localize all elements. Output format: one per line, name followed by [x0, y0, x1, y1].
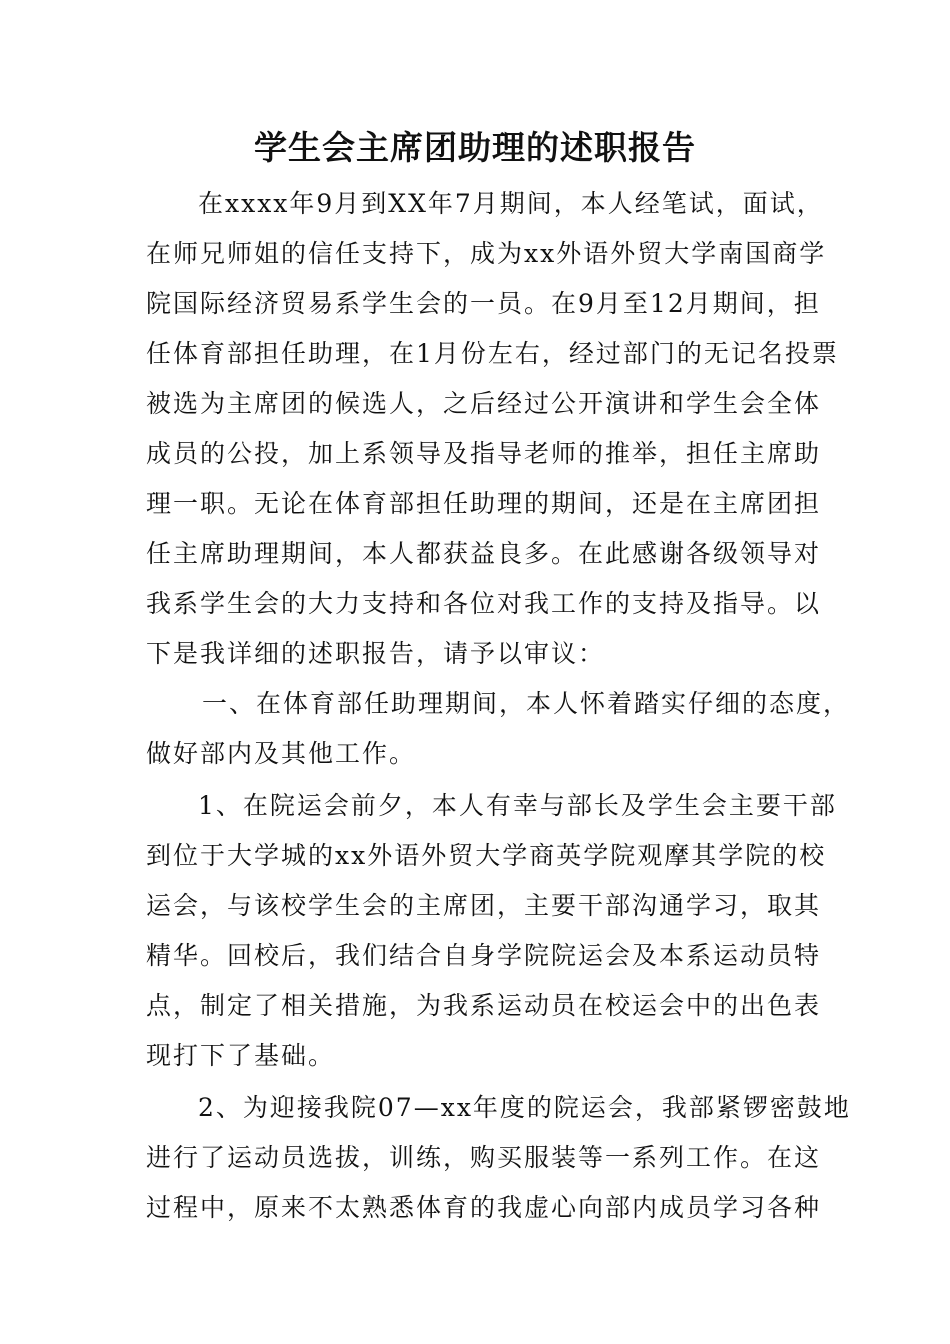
paragraph-line: 精华。回校后，我们结合自身学院院运会及本系运动员特	[146, 941, 822, 970]
paragraph-line: 我系学生会的大力支持和各位对我工作的支持及指导。以	[146, 589, 822, 618]
paragraph-line: 在师兄师姐的信任支持下，成为xx外语外贸大学南国商学	[146, 239, 827, 268]
paragraph-line: 运会，与该校学生会的主席团，主要干部沟通学习，取其	[146, 891, 822, 920]
paragraph-line: 理一职。无论在体育部担任助理的期间，还是在主席团担	[146, 489, 822, 518]
paragraph-line: 下是我详细的述职报告，请予以审议：	[146, 639, 606, 668]
paragraph-line: 成员的公投，加上系领导及指导老师的推举，担任主席助	[146, 439, 822, 468]
paragraph-line: 现打下了基础。	[146, 1041, 336, 1070]
paragraph-line: 到位于大学城的xx外语外贸大学商英学院观摩其学院的校	[146, 841, 827, 870]
paragraph-line: 点，制定了相关措施，为我系运动员在校运会中的出色表	[146, 991, 822, 1020]
paragraph-line: 任体育部担任助理，在1月份左右，经过部门的无记名投票	[146, 339, 839, 368]
paragraph-line: 被选为主席团的候选人，之后经过公开演讲和学生会全体	[146, 389, 822, 418]
paragraph-line: 在xxxx年9月到XX年7月期间，本人经笔试，面试，	[198, 189, 824, 218]
paragraph-line: 进行了运动员选拔，训练，购买服装等一系列工作。在这	[146, 1143, 822, 1172]
paragraph-line: 任主席助理期间，本人都获益良多。在此感谢各级领导对	[146, 539, 822, 568]
document-body	[146, 179, 851, 1233]
list-item-line: 2、为迎接我院07—xx年度的院运会，我部紧锣密鼓地	[198, 1093, 851, 1122]
paragraph-line: 做好部内及其他工作。	[146, 739, 417, 768]
paragraph-line: 过程中，原来不太熟悉体育的我虚心向部内成员学习各种	[146, 1193, 822, 1222]
document-title: 学生会主席团助理的述职报告	[254, 128, 696, 167]
section-heading-line: 一、在体育部任助理期间，本人怀着踏实仔细的态度，	[202, 689, 851, 718]
paragraph-line: 院国际经济贸易系学生会的一员。在9月至12月期间，担	[146, 289, 821, 318]
list-item-line: 1、在院运会前夕，本人有幸与部长及学生会主要干部	[198, 791, 837, 820]
